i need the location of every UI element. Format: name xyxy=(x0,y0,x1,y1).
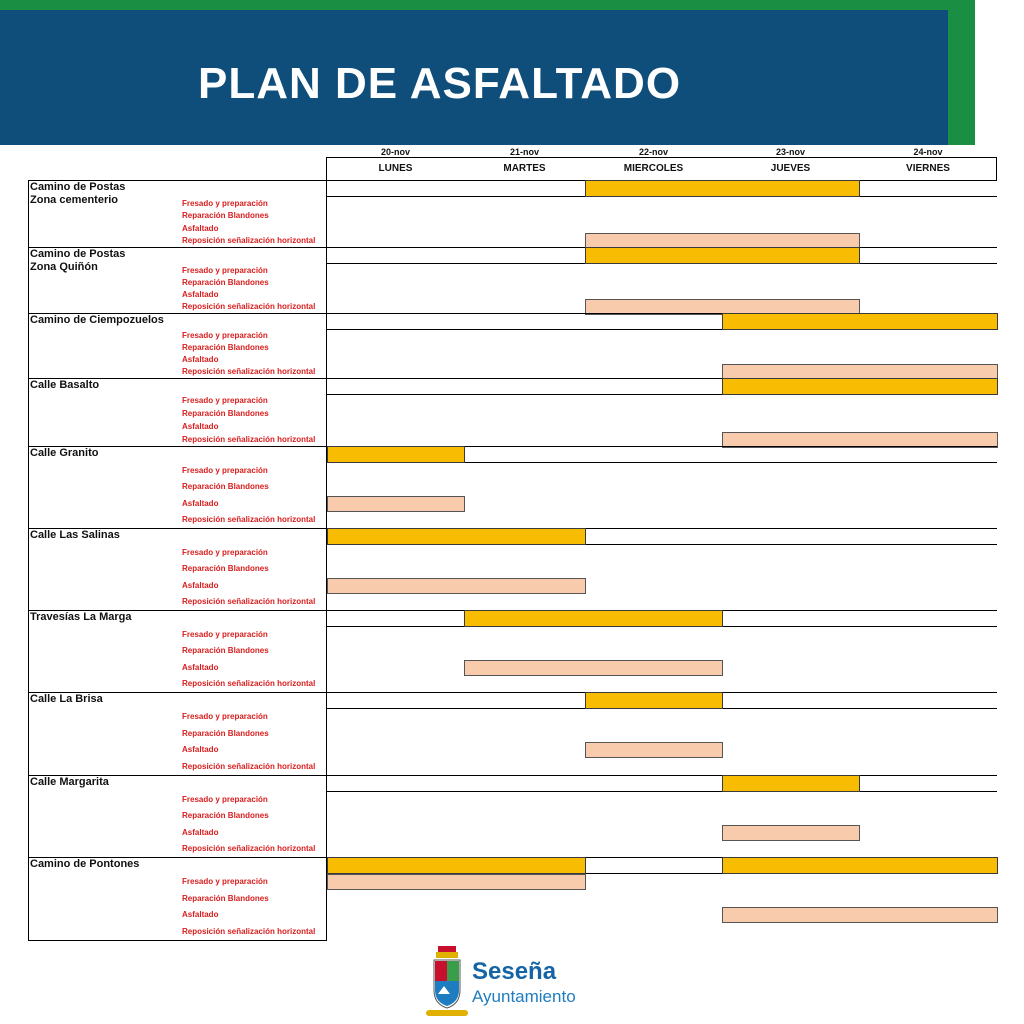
grid-border xyxy=(28,940,327,941)
task-label: Fresado y preparación xyxy=(182,396,268,406)
task-label: Fresado y preparación xyxy=(182,466,268,476)
street-name xyxy=(30,314,164,327)
header-line xyxy=(996,157,997,180)
street-name-line: Travesías La Marga xyxy=(30,611,132,623)
task-label: Asfaltado xyxy=(182,290,219,299)
street-name-line: Zona cementerio xyxy=(30,194,119,206)
schedule-bar xyxy=(327,528,586,545)
schedule-bar xyxy=(327,446,465,463)
street-name-line: Calle Granito xyxy=(30,447,99,459)
street-name xyxy=(30,858,139,871)
task-label: Reparación Blandones xyxy=(182,409,269,419)
page-title: PLAN DE ASFALTADO xyxy=(198,59,682,108)
schedule-bar xyxy=(722,378,998,395)
task-label: Reposición señalización horizontal xyxy=(182,678,316,688)
task-label: Fresado y preparación xyxy=(182,877,268,887)
grid-border xyxy=(28,180,29,940)
logo-name: Seseña xyxy=(472,958,557,985)
street-name xyxy=(30,611,132,624)
task-label: Reparación Blandones xyxy=(182,564,269,574)
task-label: Reposición señalización horizontal xyxy=(182,596,316,606)
task-label: Fresado y preparación xyxy=(182,266,268,275)
street-name xyxy=(30,379,99,392)
task-label: Fresado y preparación xyxy=(182,331,268,340)
street-name-line: Camino de Postas xyxy=(30,181,126,193)
schedule-bar xyxy=(327,857,586,874)
task-label: Reposición señalización horizontal xyxy=(182,514,316,524)
day-column-line xyxy=(326,157,327,940)
day-name: LUNES xyxy=(378,163,413,174)
section-divider xyxy=(28,692,997,693)
task-label: Asfaltado xyxy=(182,827,219,837)
section-divider xyxy=(28,446,997,447)
task-bar xyxy=(722,907,998,923)
task-label: Reparación Blandones xyxy=(182,278,269,287)
task-label: Reparación Blandones xyxy=(182,343,269,352)
task-label: Fresado y preparación xyxy=(182,199,268,209)
logo-subtitle: Ayuntamiento xyxy=(472,987,576,1006)
day-date: 20-nov xyxy=(380,147,410,157)
day-name: JUEVES xyxy=(770,163,811,174)
task-label: Fresado y preparación xyxy=(182,712,268,722)
task-label: Fresado y preparación xyxy=(182,548,268,558)
task-label: Asfaltado xyxy=(182,580,219,590)
street-name xyxy=(30,776,109,789)
task-bar xyxy=(327,496,465,512)
day-name: MARTES xyxy=(503,163,546,174)
day-date: 22-nov xyxy=(638,147,668,157)
task-label: Asfaltado xyxy=(182,355,219,364)
street-name-line: Calle Basalto xyxy=(30,379,100,391)
street-name xyxy=(30,248,125,274)
task-label: Reposición señalización horizontal xyxy=(182,434,316,444)
schedule-bar xyxy=(722,775,860,792)
task-label: Reparación Blandones xyxy=(182,728,269,738)
street-name-line: Calle La Brisa xyxy=(30,693,103,705)
task-label: Asfaltado xyxy=(182,662,219,672)
schedule-bar xyxy=(585,247,860,264)
task-label: Reposición señalización horizontal xyxy=(182,843,316,853)
task-label: Reposición señalización horizontal xyxy=(182,235,316,245)
main-row-line xyxy=(327,791,997,792)
street-name-line: Calle Margarita xyxy=(30,776,109,788)
day-name: VIERNES xyxy=(906,163,950,174)
street-name-line: Camino de Pontones xyxy=(30,858,140,870)
day-date: 24-nov xyxy=(913,147,943,157)
schedule-bar xyxy=(585,692,723,709)
task-label: Asfaltado xyxy=(182,421,219,431)
task-label: Asfaltado xyxy=(182,223,219,233)
street-name xyxy=(30,447,98,460)
day-name: MIERCOLES xyxy=(623,163,684,174)
schedule-bar xyxy=(722,857,998,874)
town-logo xyxy=(424,944,594,1020)
task-bar xyxy=(327,578,586,594)
street-name xyxy=(30,693,103,706)
street-name-line: Camino de Ciempozuelos xyxy=(30,314,164,326)
task-label: Fresado y preparación xyxy=(182,630,268,640)
schedule-bar xyxy=(464,610,723,627)
task-label: Reposición señalización horizontal xyxy=(182,302,316,311)
street-name-line: Camino de Postas xyxy=(30,248,126,260)
street-name xyxy=(30,181,125,207)
task-bar xyxy=(722,825,860,841)
street-name-line: Zona Quiñón xyxy=(30,261,98,273)
day-date: 23-nov xyxy=(775,147,805,157)
task-label: Reposición señalización horizontal xyxy=(182,761,316,771)
street-name xyxy=(30,529,120,542)
task-label: Reparación Blandones xyxy=(182,646,269,656)
header-line xyxy=(327,157,997,158)
schedule-bar xyxy=(585,180,860,197)
task-label: Reparación Blandones xyxy=(182,811,269,821)
coat-of-arms-icon xyxy=(424,944,470,1020)
task-label: Reparación Blandones xyxy=(182,893,269,903)
task-label: Reparación Blandones xyxy=(182,211,269,221)
task-label: Reposición señalización horizontal xyxy=(182,926,316,936)
task-bar xyxy=(585,742,723,758)
task-label: Asfaltado xyxy=(182,745,219,755)
task-label: Fresado y preparación xyxy=(182,795,268,805)
task-bar xyxy=(327,874,586,890)
task-label: Asfaltado xyxy=(182,910,219,920)
task-label: Reparación Blandones xyxy=(182,482,269,492)
day-date: 21-nov xyxy=(509,147,539,157)
schedule-bar xyxy=(722,313,998,330)
task-bar xyxy=(464,660,723,676)
street-name-line: Calle Las Salinas xyxy=(30,529,120,541)
task-label: Reposición señalización horizontal xyxy=(182,367,316,376)
task-label: Asfaltado xyxy=(182,498,219,508)
